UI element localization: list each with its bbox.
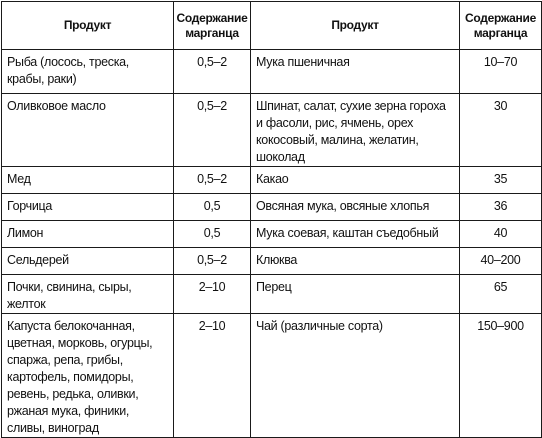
content-cell: 0,5: [174, 221, 251, 248]
content-cell: 36: [460, 194, 542, 221]
product-cell: Рыба (лосось, треска, крабы, раки): [2, 50, 174, 94]
content-cell: 0,5–2: [174, 248, 251, 275]
product-cell: Почки, свинина, сыры, желток: [2, 275, 174, 314]
content-cell: 40–200: [460, 248, 542, 275]
product-cell: Чай (различные сорта): [251, 314, 460, 438]
table-row: [2, 248, 542, 275]
content-cell: 10–70: [460, 50, 542, 94]
product-cell: Клюква: [251, 248, 460, 275]
header-content: Содержание марганца: [174, 2, 251, 50]
table-row: [2, 275, 542, 314]
content-cell: 150–900: [460, 314, 542, 438]
content-cell: 40: [460, 221, 542, 248]
table-row: [2, 314, 542, 438]
content-cell: 30: [460, 94, 542, 167]
header-product-2: Продукт: [251, 2, 460, 50]
header-product: Продукт: [2, 2, 174, 50]
product-cell: Горчица: [2, 194, 174, 221]
table-row: [2, 167, 542, 194]
product-cell: Капуста белокочанная, цветная, морковь, огурцы, спаржа, репа, грибы, картофель, помидоры, ревень, редька, оливки, ржаная мука, финики, сливы, виноград: [2, 314, 174, 438]
content-cell: 2–10: [174, 275, 251, 314]
product-cell: Мука пшеничная: [251, 50, 460, 94]
product-cell: Овсяная мука, овсяные хлопья: [251, 194, 460, 221]
content-cell: 2–10: [174, 314, 251, 438]
product-cell: Лимон: [2, 221, 174, 248]
content-cell: 0,5: [174, 194, 251, 221]
table-row: [2, 221, 542, 248]
table-row: [2, 50, 542, 94]
header-content-2: Содержание марганца: [460, 2, 542, 50]
product-cell: Мука соевая, каштан съедобный: [251, 221, 460, 248]
table-row: [2, 94, 542, 167]
content-cell: 35: [460, 167, 542, 194]
content-cell: 65: [460, 275, 542, 314]
manganese-content-table: [1, 1, 542, 438]
product-cell: Шпинат, салат, сухие зерна гороха и фасоли, рис, ячмень, орех кокосовый, малина, желатин, шоколад: [251, 94, 460, 167]
product-cell: Какао: [251, 167, 460, 194]
product-cell: Мед: [2, 167, 174, 194]
product-cell: Оливковое масло: [2, 94, 174, 167]
content-cell: 0,5–2: [174, 167, 251, 194]
product-cell: Перец: [251, 275, 460, 314]
table-header-row: [2, 2, 542, 50]
product-cell: Сельдерей: [2, 248, 174, 275]
table-row: [2, 194, 542, 221]
content-cell: 0,5–2: [174, 50, 251, 94]
content-cell: 0,5–2: [174, 94, 251, 167]
